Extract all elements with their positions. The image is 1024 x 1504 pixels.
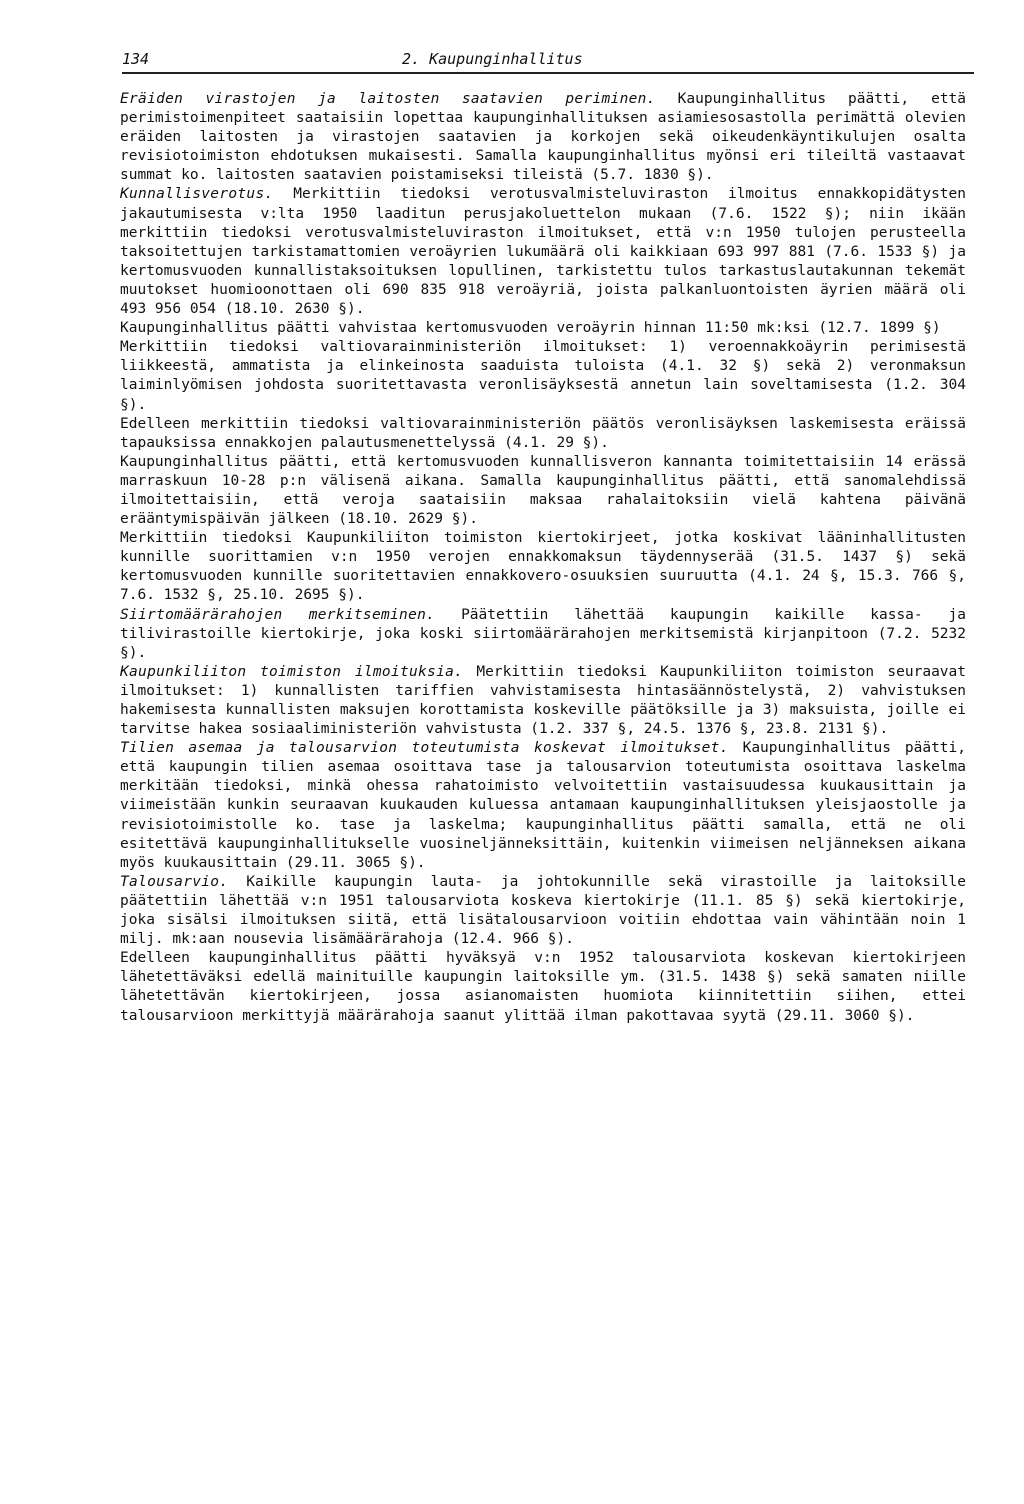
paragraph-text: Merkittiin tiedoksi valtiovarainministeriön ilmoitukset: 1) veroennakkoäyrin perimisestä liikkeestä, ammatista ja elinkeinosta saaduista tuloista (4.1. 32 §) sekä 2) veronmaksun laiminlyömisen johdosta suoritettavasta veronlisäyksestä annetun lain soveltamisesta (1.2. 304 §). — [120, 339, 966, 413]
paragraph-text: Kaupunginhallitus päätti vahvistaa kertomusvuoden veroäyrin hinnan 11:50 mk:ksi (12.7. 1899 §) — [120, 320, 941, 337]
body-text — [120, 90, 966, 1026]
paragraph-text: Merkittiin tiedoksi verotusvalmisteluviraston ilmoitus ennakkopidätysten jakautumisesta v:lta 1950 laaditun perusjakoluettelon mukaan (7.6. 1522 §); niin ikään merkittiin tiedoksi verotusvalmisteluviraston ilmoitukset, että v:n 1950 tulojen perusteella taksoitettujen tarkistamattomien veroäyrien lukumäärä oli kaikkiaan 693 997 881 (7.6. 1533 §) ja kertomusvuoden kunnallistaksoituksen lopullinen, tarkistettu tulos tarkastuslautakunnan tekemät muutokset huomioonottaen oli 690 835 918 veroäyriä, joista palkanluontoisten äyrien määrä oli 493 956 054 (18.10. 2630 §). — [120, 186, 966, 318]
page-number: 134 — [122, 50, 150, 68]
section-heading: Siirtomäärärahojen merkitseminen. — [120, 606, 436, 623]
paragraph-kiertokirjeet — [120, 529, 966, 605]
paragraph-talousarvio — [120, 873, 966, 949]
paragraph-saatavien-periminen — [120, 90, 966, 185]
paragraph-text: Merkittiin tiedoksi Kaupunkiliiton toimiston seuraavat ilmoitukset: 1) kunnallisten tariffien vahvistamisesta hintasäännöstelystä, 2) vahvistuksen hakemisesta kunnallisten maksujen korottamista koskeville päätöksille ja 3) maksuista, joille ei tarvitse hakea sosiaaliministeriön vahvistusta (1.2. 337 §, 24.5. 1376 §, 23.8. 2131 §). — [120, 663, 966, 738]
section-heading: Tilien asemaa ja talousarvion toteutumista koskevat ilmoitukset. — [120, 740, 729, 757]
paragraph-vm-paatos — [120, 415, 966, 453]
page-header — [122, 50, 974, 74]
paragraph-kannanta — [120, 453, 966, 529]
paragraph-tilien-asema — [120, 739, 966, 873]
paragraph-text: Kaupunginhallitus päätti, että perimistoimenpiteet saataisiin lopettaa kaupunginhallituksen asiamiesosastolla perimättä olevien eräiden laitosten ja virastojen saatavien ja korkojen sekä oikeudenkäyntikulujen osalta revisiotoimiston ehdotuksen mukaisesti. Samalla kaupunginhallitus myönsi eri tileiltä vastaavat summat ko. laitosten saatavien poistamiseksi tileistä (5.7. 1830 §). — [120, 91, 967, 184]
paragraph-text: Merkittiin tiedoksi Kaupunkiliiton toimiston kiertokirjeet, jotka koskivat lääninhallitusten kunnille suorittamien v:n 1950 verojen ennakkomaksun täydennyserää (31.5. 1437 §) sekä kertomusvuoden kunnille suoritettavien ennakkovero-osuuksien suuruutta (4.1. 24 §, 15.3. 766 §, 7.6. 1532 §, 25.10. 2695 §). — [120, 530, 966, 604]
section-heading: Eräiden virastojen ja laitosten saatavien periminen. — [120, 91, 656, 107]
paragraph-text: Päätettiin lähettää kaupungin kaikille kassa- ja tilivirastoille kiertokirje, joka koski siirtomäärärahojen merkitsemistä kirjanpitoon (7.2. 5232 §). — [120, 606, 967, 661]
paragraph-kunnallisverotus — [120, 185, 966, 319]
paragraph-text: Edelleen kaupunginhallitus päätti hyväksyä v:n 1952 talousarviota koskevan kiertokirjeen lähetettäväksi edellä mainituille kaupungin laitoksille ym. (31.5. 1438 §) sekä samaten niille lähetettävän kiertokirjeen, jossa asianomaisten huomiota kiinnitettiin siihen, ettei talousarvioon merkittyjä määrärahoja saanut ylittää ilman pakottavaa syytä (29.11. 3060 §). — [120, 950, 966, 1024]
paragraph-vm-ilmoitukset — [120, 338, 966, 414]
running-title: 2. Kaupunginhallitus — [402, 50, 583, 68]
paragraph-text: Kaupunginhallitus päätti, että kaupungin tilien asemaa osoittava tase ja talousarvion toteutumista osoittava laskelma merkitään tiedoksi, minkä ohessa rahatoimisto velvoitettiin vastaisuudessa kuukausittain ja viimeistään kunkin seuraavan kuukauden kuluessa antamaan kaupunginhallituksen yleisjaostolle ja revisiotoimistolle ko. tase ja laskelma; kaupunginhallitus päätti samalla, että ne oli esitettävä kaupunginhallitukselle vuosineljänneksittäin, kuitenkin viimeisen neljänneksen aikana myös kuukausittain (29.11. 3065 §). — [120, 740, 966, 871]
paragraph-veroayrin-hinta — [120, 319, 966, 338]
paragraph-kaupunkiliitto — [120, 663, 966, 739]
paragraph-talousarvio-1952 — [120, 949, 966, 1025]
paragraph-text: Kaikille kaupungin lauta- ja johtokunnille sekä virastoille ja laitoksille päätettiin lähettää v:n 1951 talousarviota koskeva kiertokirje (11.1. 85 §) sekä kiertokirje, joka sisälsi ilmoituksen siitä, että lisätalousarvioon voitiin ehdottaa vain vähintään noin 1 milj. mk:aan nousevia lisämäärärahoja (12.4. 966 §). — [120, 873, 966, 948]
section-heading: Talousarvio. — [120, 873, 229, 890]
section-heading: Kunnallisverotus. — [120, 186, 274, 203]
section-heading: Kaupunkiliiton toimiston ilmoituksia. — [120, 663, 464, 680]
paragraph-siirtomaararahat — [120, 606, 966, 663]
paragraph-text: Edelleen merkittiin tiedoksi valtiovarainministeriön päätös veronlisäyksen laskemisesta eräissä tapauksissa ennakkojen palautusmenettelyssä (4.1. 29 §). — [120, 415, 966, 451]
paragraph-text: Kaupunginhallitus päätti, että kertomusvuoden kunnallisveron kannanta toimitettaisiin 14 erässä marraskuun 10-28 p:n välisenä aikana. Samalla kaupunginhallitus päätti, että sanomalehdissä ilmoitettaisiin, että veroja saataisiin maksaa rahalaitoksiin vielä kahtena päivänä erääntymispäivän jälkeen (18.10. 2629 §). — [120, 453, 966, 528]
